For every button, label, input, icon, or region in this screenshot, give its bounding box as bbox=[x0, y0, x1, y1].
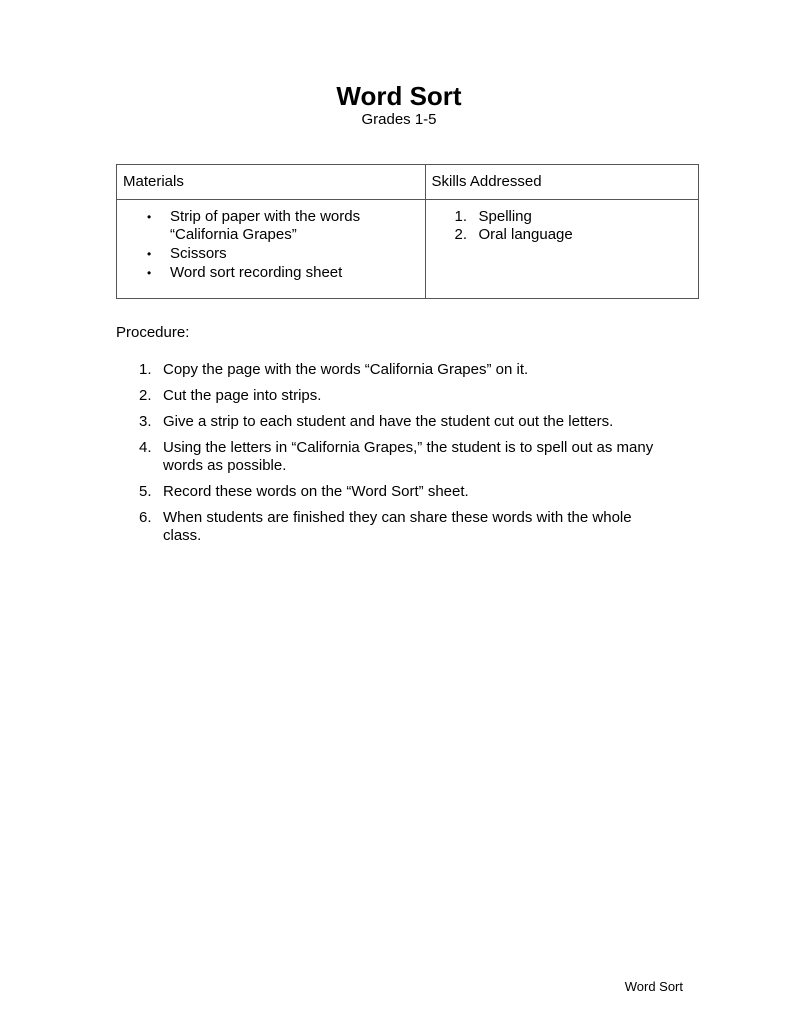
procedure-step bbox=[116, 413, 686, 431]
skills-list bbox=[426, 208, 699, 244]
step-number: 2. bbox=[139, 387, 152, 404]
procedure-step bbox=[116, 361, 686, 379]
procedure-heading: Procedure: bbox=[116, 324, 190, 341]
step-number: 4. bbox=[139, 439, 152, 456]
page-footer: Word Sort bbox=[624, 979, 683, 994]
skills-cell bbox=[425, 200, 699, 299]
step-text: Give a strip to each student and have the student cut out the letters. bbox=[163, 413, 614, 430]
table-header-row bbox=[117, 165, 699, 200]
step-text-continued: class. bbox=[163, 527, 202, 544]
step-text: When students are finished they can share these words with the whole bbox=[163, 509, 632, 526]
page-title: Word Sort bbox=[336, 81, 462, 111]
list-item bbox=[147, 264, 425, 282]
step-number: 6. bbox=[139, 509, 152, 526]
skills-header: Skills Addressed bbox=[425, 165, 699, 200]
materials-skills-table bbox=[116, 164, 699, 299]
bullet-icon: • bbox=[147, 247, 152, 261]
procedure-step bbox=[116, 439, 686, 475]
list-item-text: Strip of paper with the words bbox=[170, 208, 361, 225]
step-text-continued: words as possible. bbox=[163, 457, 287, 474]
list-number: 1. bbox=[454, 208, 468, 225]
procedure-steps bbox=[116, 361, 686, 553]
procedure-step bbox=[116, 387, 686, 405]
list-number: 2. bbox=[454, 226, 468, 243]
materials-cell bbox=[117, 200, 426, 299]
list-item bbox=[454, 208, 699, 226]
list-item-text: Scissors bbox=[170, 245, 227, 262]
list-item bbox=[147, 208, 425, 244]
page-subtitle: Grades 1-5 bbox=[361, 111, 437, 128]
bullet-icon: • bbox=[147, 210, 152, 224]
step-number: 5. bbox=[139, 483, 152, 500]
list-item bbox=[454, 226, 699, 244]
table-row bbox=[117, 200, 699, 299]
procedure-step bbox=[116, 509, 686, 545]
list-item-text: Word sort recording sheet bbox=[170, 264, 343, 281]
step-number: 3. bbox=[139, 413, 152, 430]
step-text: Record these words on the “Word Sort” sheet. bbox=[163, 483, 469, 500]
step-number: 1. bbox=[139, 361, 152, 378]
procedure-step bbox=[116, 483, 686, 501]
list-item bbox=[147, 245, 425, 263]
list-item-text: Spelling bbox=[478, 208, 532, 225]
step-text: Using the letters in “California Grapes,” the student is to spell out as many bbox=[163, 439, 654, 456]
bullet-icon: • bbox=[147, 266, 152, 280]
materials-list bbox=[117, 208, 425, 282]
list-item-text: Oral language bbox=[478, 226, 573, 243]
materials-header: Materials bbox=[117, 165, 426, 200]
list-item-text-continued: “California Grapes” bbox=[170, 226, 297, 243]
step-text: Cut the page into strips. bbox=[163, 387, 322, 404]
step-text: Copy the page with the words “California Grapes” on it. bbox=[163, 361, 529, 378]
